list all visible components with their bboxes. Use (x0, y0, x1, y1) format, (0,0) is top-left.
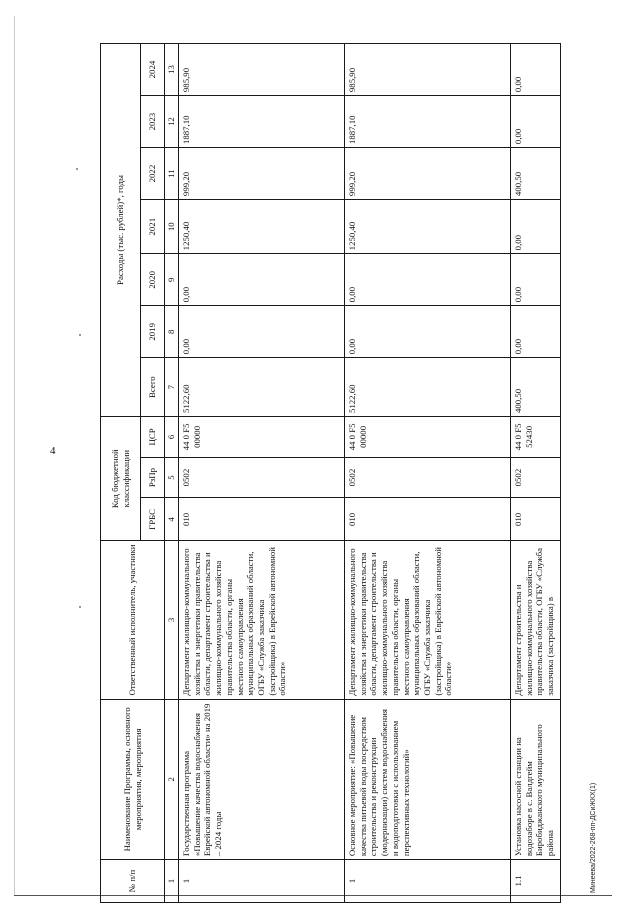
column-number: 12 (165, 96, 179, 148)
scan-speck (79, 606, 81, 608)
column-number: 5 (165, 457, 179, 498)
row-2023: 0,00 (511, 96, 561, 148)
row-2019: 0,00 (511, 306, 561, 358)
row-grbs: 010 (511, 498, 561, 541)
row-name: Основное мероприятие: «Повышение качества питьевой воды посредством строительства и реконструкции (модернизации) систем водоснабжения и водоподготовки с использованием перспективных технологий» (345, 699, 511, 859)
row-csr: 44 0 F5 00000 (345, 417, 511, 458)
column-number: 9 (165, 254, 179, 306)
column-number: 6 (165, 417, 179, 458)
row-executor: Департамент строительства и жилищно-коммунального хозяйства правительства области, ОГБУ «Служба заказчика (застройщика) в (511, 541, 561, 699)
row-no: 1.1 (511, 860, 561, 903)
column-number: 11 (165, 148, 179, 200)
header-total: Всего (141, 358, 165, 417)
row-2024: 985,90 (345, 44, 511, 96)
scan-speck (76, 168, 78, 170)
header-year: 2020 (141, 254, 165, 306)
row-no: 1 (345, 860, 511, 903)
table-row (345, 44, 511, 903)
header-year: 2023 (141, 96, 165, 148)
header-name: Наименование Программы, основного мероприятия, мероприятия (101, 699, 165, 859)
column-number: 10 (165, 200, 179, 254)
header-expenses: Расходы (тыс. рублей)*, годы (101, 44, 141, 417)
column-number: 13 (165, 44, 179, 96)
header-year: 2021 (141, 200, 165, 254)
column-number: 8 (165, 306, 179, 358)
footer-code: Минеева/2022-268-пп-ДСиЖКХ(1) (590, 782, 597, 893)
column-number: 4 (165, 498, 179, 541)
row-name: Государственная программа «Повышение качества водоснабжения Еврейской автономной области» на 2019 – 2024 годы (179, 699, 345, 859)
row-grbs: 010 (179, 498, 345, 541)
page-number: 4 (50, 445, 56, 457)
row-2020: 0,00 (345, 254, 511, 306)
row-2023: 1887,10 (179, 96, 345, 148)
header-rzpr: РзПр (141, 457, 165, 498)
row-2020: 0,00 (511, 254, 561, 306)
table-row (511, 44, 561, 903)
row-executor: Департамент жилищно-коммунального хозяйства и энергетики правительства области, департамент строительства и жилищно-коммунального хозяйства правительства области, органы местного самоуправления муниципальных образований области, ОГБУ «Служба заказчика (застройщика) в Еврейской автономной области» (345, 541, 511, 699)
expenses-table (100, 43, 561, 903)
row-2022: 400,50 (511, 148, 561, 200)
row-rzpr: 0502 (179, 457, 345, 498)
row-total: 400,50 (511, 358, 561, 417)
table-rotated-wrapper (100, 43, 560, 903)
header-no: № п/п (101, 860, 165, 903)
row-2021: 1250,40 (179, 200, 345, 254)
row-2021: 1250,40 (345, 200, 511, 254)
column-number: 2 (165, 699, 179, 859)
row-total: 5122,60 (179, 358, 345, 417)
column-number: 7 (165, 358, 179, 417)
row-name: Установка насосной станции на водозаборе в с. Валдгейм Биробиджанского муниципального района (511, 699, 561, 859)
row-2023: 1887,10 (345, 96, 511, 148)
row-2022: 999,20 (345, 148, 511, 200)
row-2020: 0,00 (179, 254, 345, 306)
row-rzpr: 0502 (345, 457, 511, 498)
row-2019: 0,00 (345, 306, 511, 358)
row-2024: 0,00 (511, 44, 561, 96)
scan-speck (79, 334, 81, 336)
row-csr: 44 0 F5 52430 (511, 417, 561, 458)
row-grbs: 010 (345, 498, 511, 541)
column-number: 3 (165, 541, 179, 699)
header-budget-code: Код бюджетной классификации (101, 417, 141, 541)
header-year: 2022 (141, 148, 165, 200)
row-rzpr: 0502 (511, 457, 561, 498)
row-2019: 0,00 (179, 306, 345, 358)
row-executor: Департамент жилищно-коммунального хозяйства и энергетики правительства области, департамент строительства и жилищно-коммунального хозяйства правительства области, органы местного самоуправления муниципальных образований области, ОГБУ «Служба заказчика (застройщика) в Еврейской автономной области» (179, 541, 345, 699)
header-grbs: ГРБС (141, 498, 165, 541)
header-year: 2019 (141, 306, 165, 358)
row-2021: 0,00 (511, 200, 561, 254)
row-total: 5122,60 (345, 358, 511, 417)
header-year: 2024 (141, 44, 165, 96)
column-number: 1 (165, 860, 179, 903)
page-edge (14, 16, 15, 896)
row-csr: 44 0 F5 00000 (179, 417, 345, 458)
row-2022: 999,20 (179, 148, 345, 200)
header-executor: Ответственный исполнитель, участники (101, 541, 165, 699)
row-no: 1 (179, 860, 345, 903)
header-csr: ЦСР (141, 417, 165, 458)
row-2024: 985,90 (179, 44, 345, 96)
table-row (179, 44, 345, 903)
